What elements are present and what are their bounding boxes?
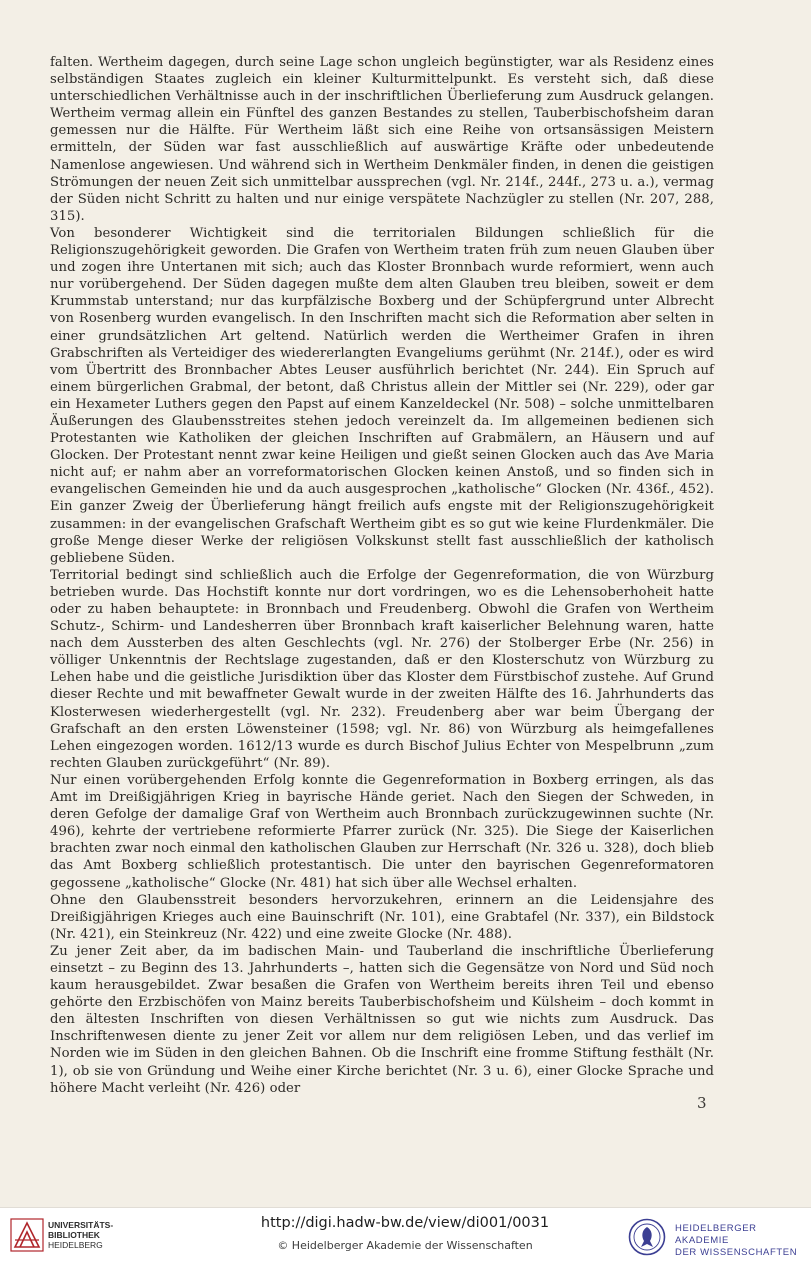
paragraph-2: Von besonderer Wichtigkeit sind die territorialen Bildungen schließlich für die Religionszugehörigkeit geworden. Die Grafen von Wertheim traten früh zum neuen Glauben über und zogen ihre Untertanen mit sich; auch das Kloster Bronnbach wurde reformiert, wenn auch nur vorübergehend. Der Süden dagegen mußte dem alten Glauben treu bleiben, soweit er dem Krummstab unterstand; nur das kurpfälzische Boxberg und der Schüpfergrund unter Albrecht von Rosenberg wurden evangelisch. In den Inschriften macht sich die Reformation aber selten in einer grundsätzlichen Art geltend. Natürlich werden die Wertheimer Grafen in ihren Grabschriften als Verteidiger des wiedererlangten Evangeliums gerühmt (Nr. 214f.), oder es wird vom Übertritt des Bronnbacher Abtes Leuser ausführlich berichtet (Nr. 244). Ein Spruch auf einem bürgerlichen Grabmal, der betont, daß Christus allein der Mittler sei (Nr. 229), oder gar ein Hexameter Luthers gegen den Papst auf einem Kanzeldeckel (Nr. 508) – solche unmittelbaren Äußerungen des Glaubensstreites stehen jedoch vereinzelt da. Im allgemeinen bedienen sich Protestanten wie Katholiken der gleichen Inschriften auf Grabmälern, an Häusern und auf Glocken. Der Protestant nennt zwar keine Heiligen und gießt seinen Glocken auch das Ave Maria nicht auf; er nahm aber an vorreformatorischen Glocken keinen Anstoß, und so finden sich in evangelischen Gemeinden hie und da auch ausgesprochen „katholische“ Glocken (Nr. 436f., 452). Ein ganzer Zweig der Überlieferung hängt freilich aufs engste mit der Religionszugehörigkeit zusammen: in der evangelischen Grafschaft Wertheim gibt es so gut wie keine Flurdenkmäler. Die große Menge dieser Werke der religiösen Volkskunst stellt fast ausschließlich der katholisch gebliebene Süden. xyxy=(50,225,714,566)
academy-name-line1: HEIDELBERGER AKADEMIE xyxy=(675,1223,757,1246)
academy-name[interactable] xyxy=(675,1223,811,1259)
paragraph-1: falten. Wertheim dagegen, durch seine Lage schon ungleich begünstigter, war als Residenz eines selbständigen Staates zugleich ein kleiner Kulturmittelpunkt. Es versteht sich, daß diese unterschiedlichen Verhältnisse auch in der inschriftlichen Überlieferung zum Ausdruck gelangen. Wertheim vermag allein ein Fünftel des ganzen Bestandes zu stellen, Tauberbischofsheim daran gemessen nur die Hälfte. Für Wertheim läßt sich eine Reihe von ortsansässigen Meistern ermitteln, der Süden war fast ausschließlich auf auswärtige Kräfte oder unbedeutende Namenlose angewiesen. Und während sich in Wertheim Denkmäler finden, in denen die geistigen Strömungen der neuen Zeit sich unmittelbar aussprechen (vgl. Nr. 214f., 244f., 273 u. a.), vermag der Süden nicht Schritt zu halten und nur einige verspätete Nachzügler zu stellen (Nr. 207, 288, 315). xyxy=(50,55,714,224)
paragraph-6: Zu jener Zeit aber, da im badischen Main- und Tauberland die inschriftliche Überlieferung einsetzt – zu Beginn des 13. Jahrhunderts –, hatten sich die Gegensätze von Nord und Süd noch kaum herausgebildet. Zwar besaßen die Grafen von Wertheim bereits ihren Teil und ebenso gehörte den Erzbischöfen von Mainz bereits Tauberbischofsheim und Külsheim – doch kommt in den ältesten Inschriften von diesen Verhältnissen so gut wie nichts zum Ausdruck. Das Inschriftenwesen diente zu jener Zeit vor allem nur dem religiösen Leben, und das verlief im Norden wie im Süden in den gleichen Bahnen. Ob die Inschrift eine fromme Stiftung festhält (Nr. 1), ob sie von Gründung und Weihe einer Kirche berichtet (Nr. 3 u. 6), einer Glocke Sprache und höhere Macht verleiht (Nr. 426) oder xyxy=(50,943,714,1096)
page-body-text xyxy=(50,54,714,1097)
library-name-line2: BIBLIOTHEK xyxy=(48,1230,100,1240)
academy-seal-icon[interactable] xyxy=(628,1218,666,1256)
paragraph-3: Territorial bedingt sind schließlich auch die Erfolge der Gegenreformation, die von Würzburg betrieben wurde. Das Hochstift konnte nur dort vordringen, wo es die Lehensoberhoheit hatte oder zu haben behauptete: in Bronnbach und Freudenberg. Obwohl die Grafen von Wertheim Schutz-, Schirm- und Landesherren über Bronnbach kraft kaiserlicher Belehnung waren, hatte nach dem Aussterben des alten Geschlechts (vgl. Nr. 276) der Stolberger Erbe (Nr. 256) in völliger Unkenntnis der Rechtslage zugestanden, daß er den Klosterschutz von Würzburg zu Lehen habe und die geistliche Jurisdiktion über das Kloster dem Fürstbischof zustehe. Auf Grund dieser Rechte und mit bewaffneter Gewalt wurde in der zweiten Hälfte des 16. Jahrhunderts das Klosterwesen wiederhergestellt (vgl. Nr. 232). Freudenberg aber war beim Übergang der Grafschaft an den ersten Löwensteiner (1598; vgl. Nr. 86) von Würzburg als heimgefallenes Lehen eingezogen worden. 1612/13 wurde es durch Bischof Julius Echter von Mespelbrunn „zum rechten Glauben zurückgeführt“ (Nr. 89). xyxy=(50,567,714,771)
academy-name-line2: DER WISSENSCHAFTEN xyxy=(675,1247,798,1258)
permalink-url[interactable]: http://digi.hadw-bw.de/view/di001/0031 xyxy=(260,1215,550,1231)
library-name-line3: HEIDELBERG xyxy=(48,1240,103,1250)
university-library-logo-icon[interactable] xyxy=(10,1218,44,1252)
paragraph-5: Ohne den Glaubensstreit besonders hervorzukehren, erinnern an die Leidensjahre des Dreißigjährigen Krieges auch eine Bauinschrift (Nr. 101), eine Grabtafel (Nr. 337), ein Bildstock (Nr. 421), ein Steinkreuz (Nr. 422) und eine zweite Glocke (Nr. 488). xyxy=(50,892,714,942)
university-library-name[interactable] xyxy=(48,1220,113,1250)
copyright-notice: © Heidelberger Akademie der Wissenschaften xyxy=(277,1239,533,1252)
library-name-line1: UNIVERSITÄTS- xyxy=(48,1220,114,1230)
page-number: 3 xyxy=(697,1094,707,1112)
paragraph-4: Nur einen vorübergehenden Erfolg konnte die Gegenreformation in Boxberg erringen, als das Amt im Dreißigjährigen Krieg in bayrische Hände geriet. Nach den Siegen der Schweden, in deren Gefolge der damalige Graf von Wertheim auch Bronnbach zurückzugewinnen suchte (Nr. 496), kehrte der vertriebene reformierte Pfarrer zurück (Nr. 325). Die Siege der Kaiserlichen brachten zwar noch einmal den katholischen Glauben zur Herrschaft (Nr. 326 u. 328), doch blieb das Amt Boxberg schließlich protestantisch. Die unter den bayrischen Gegenreformatoren gegossene „katholische“ Glocke (Nr. 481) hat sich über alle Wechsel erhalten. xyxy=(50,772,714,891)
footer-bar xyxy=(0,1207,811,1264)
